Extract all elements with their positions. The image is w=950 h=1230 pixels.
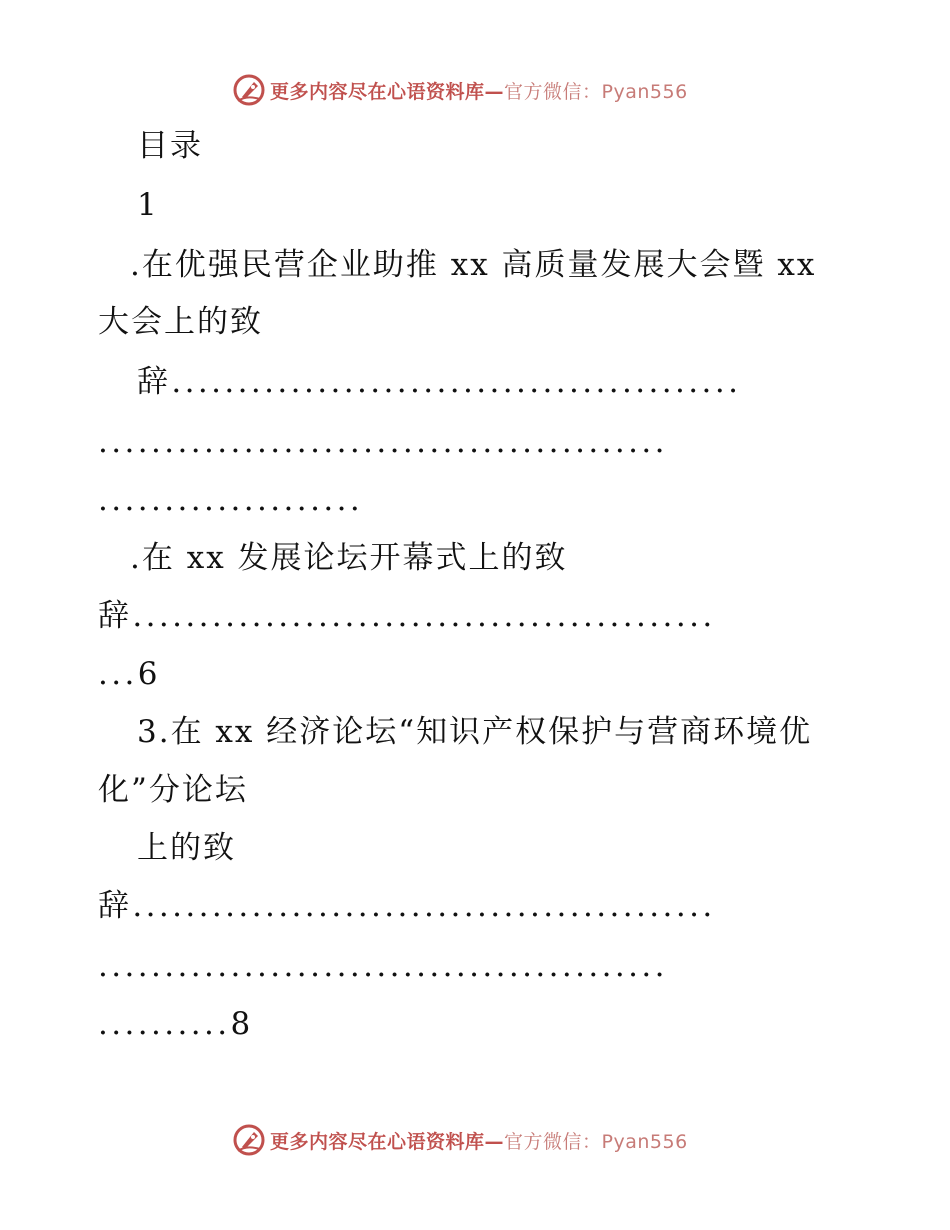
toc-line-number: 1 — [137, 187, 159, 223]
banner-wechat-id: Pyan556 — [601, 80, 688, 103]
toc-entry-3-title: 3.在 xx 经济论坛“知识产权保护与营商环境优 — [137, 714, 813, 750]
banner-dash: — — [484, 1130, 505, 1153]
toc-entry-1-title-cont: 大会上的致 — [98, 304, 263, 340]
toc-entry-3-leader-cont: ........................................... — [98, 948, 668, 984]
toc-entry-3-title-cont2: 上的致 — [137, 830, 236, 866]
toc-entry-1-leader-end: .................... — [98, 482, 364, 518]
banner-wechat-label: 官方微信： — [504, 1130, 602, 1153]
header-banner — [232, 70, 752, 110]
pen-nib-logo-icon — [232, 1123, 266, 1157]
toc-entry-1-title: .在优强民营企业助推 xx 高质量发展大会暨 xx — [130, 247, 817, 283]
toc-entry-1-leader-cont: ........................................... — [98, 424, 668, 460]
banner-main-text: 更多内容尽在心语资料库 — [270, 80, 485, 103]
toc-entry-1-leader: 辞........................................... — [137, 364, 742, 400]
banner-main-text: 更多内容尽在心语资料库 — [270, 1130, 485, 1153]
toc-heading: 目录 — [137, 128, 203, 164]
toc-entry-3-page: ..........8 — [98, 1006, 254, 1042]
banner-dash: — — [484, 80, 505, 103]
toc-entry-3-leader: 辞............................................ — [98, 888, 716, 924]
footer-banner — [232, 1120, 752, 1160]
toc-entry-2-page: ...6 — [98, 656, 161, 692]
toc-entry-2-title: .在 xx 发展论坛开幕式上的致 — [130, 540, 568, 576]
pen-nib-logo-icon — [232, 73, 266, 107]
banner-wechat-id: Pyan556 — [601, 1130, 688, 1153]
banner-wechat-label: 官方微信： — [504, 80, 602, 103]
toc-entry-2-leader: 辞............................................ — [98, 598, 716, 634]
toc-entry-3-title-cont: 化”分论坛 — [98, 772, 248, 808]
